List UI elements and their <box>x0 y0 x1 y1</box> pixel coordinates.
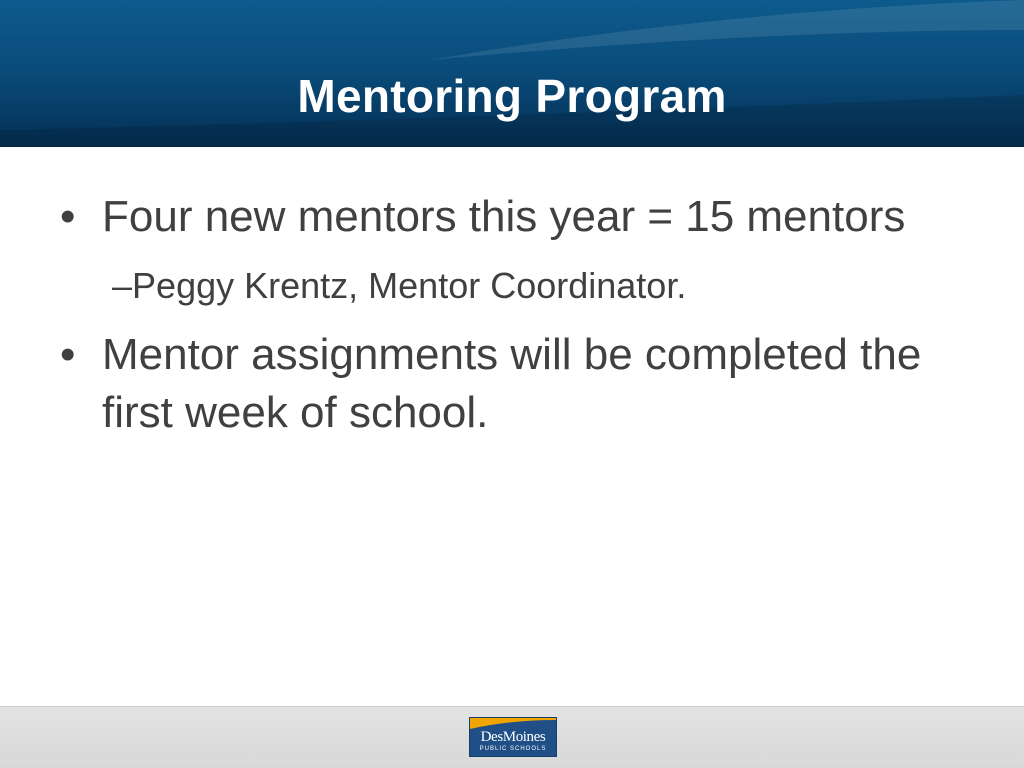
bullet-marker: • <box>60 192 76 241</box>
sub-bullet-item <box>60 260 980 312</box>
sub-bullet-text: Peggy Krentz, Mentor Coordinator. <box>132 265 687 306</box>
bullet-text: Four new mentors this year = 15 mentors <box>102 192 906 241</box>
slide-content <box>60 188 980 442</box>
slide-title: Mentoring Program <box>297 70 727 122</box>
logo-subtitle: PUBLIC SCHOOLS <box>479 746 547 752</box>
bullet-item <box>60 326 980 442</box>
logo-name: DesMoines <box>480 729 546 745</box>
sub-bullet-marker: – <box>112 265 133 306</box>
bullet-item <box>60 188 980 246</box>
header-banner <box>0 0 1024 147</box>
footer-bar <box>0 706 1024 768</box>
des-moines-public-schools-logo <box>469 717 557 757</box>
bullet-marker: • <box>60 330 76 379</box>
bullet-text: Mentor assignments will be completed the first week of school. <box>102 330 922 437</box>
